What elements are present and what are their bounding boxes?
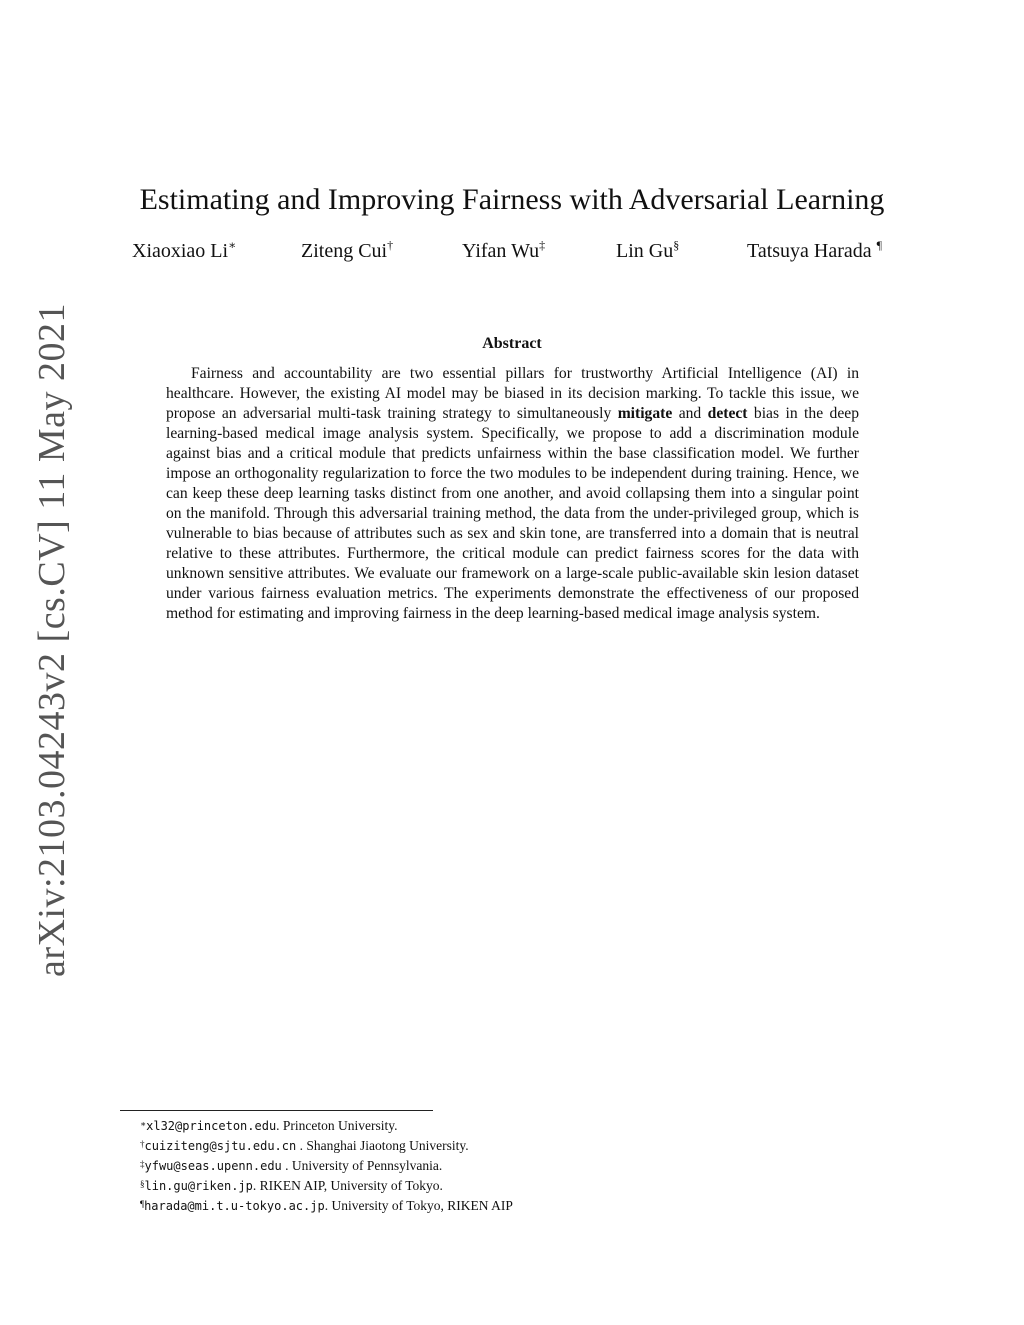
footnote-affiliation: . University of Pennsylvania. — [281, 1158, 443, 1173]
author-email-link[interactable]: harada@mi.t.u-tokyo.ac.jp — [144, 1199, 325, 1213]
footnote-mark: ‡ — [140, 1159, 145, 1169]
author-name: Lin Gu — [616, 240, 674, 262]
author-name: Yifan Wu — [462, 240, 540, 262]
footnote-affiliation: . University of Tokyo, RIKEN AIP — [324, 1198, 513, 1213]
footnote-affiliation: . Shanghai Jiaotong University. — [296, 1138, 469, 1153]
abstract-heading: Abstract — [482, 335, 542, 352]
abstract-part: Fairness and accountability are two essential pillars for trustworthy Artificial Intelligence (AI) in healthcare. However, the existing AI model may be biased in its decision marking. To tackle this issue, we propose an adversarial multi-task training strategy to simultaneously — [166, 365, 859, 422]
footnote-mark: ∗ — [140, 1119, 147, 1129]
footnote-mark: § — [140, 1179, 145, 1189]
author-name: Xiaoxiao Li — [132, 240, 229, 262]
author — [301, 240, 393, 263]
author-footnote-mark: ∗ — [228, 238, 237, 252]
footnote — [140, 1116, 840, 1136]
author-email-link[interactable]: cuiziteng@sjtu.edu.cn — [144, 1139, 297, 1153]
author-list — [130, 240, 910, 270]
footnote-divider — [120, 1110, 433, 1111]
footnote — [140, 1196, 840, 1216]
author — [132, 240, 236, 263]
author — [616, 240, 679, 263]
footnote — [140, 1136, 840, 1156]
author-email-link[interactable]: lin.gu@riken.jp — [144, 1179, 253, 1193]
footnotes — [140, 1116, 840, 1216]
author — [747, 240, 882, 263]
abstract-part: bias in the deep learning-based medical image analysis system. Specifically, we propose to add a discrimination module against bias and a critical module that predicts unfairness within the base classification model. We further impose an orthogonality regularization to force the two modules to be independent during training. Hence, we can keep these deep learning tasks distinct from one another, and avoid collapsing them into a singular point on the manifold. Through this adversarial training method, the data from the under-privileged group, which is vulnerable to bias because of attributes such as sex and skin tone, are transferred into a domain that is neutral relative to these attributes. Furthermore, the critical module can predict fairness scores for the data with unknown sensitive attributes. We evaluate our framework on a large-scale public-available skin lesion dataset under various fairness evaluation metrics. The experiments demonstrate the effectiveness of our proposed method for estimating and improving fairness in the deep learning-based medical image analysis system. — [166, 405, 859, 622]
footnote-affiliation: . RIKEN AIP, University of Tokyo. — [252, 1178, 443, 1193]
author-footnote-mark: † — [387, 238, 394, 252]
author-footnote-mark: ‡ — [539, 238, 546, 252]
abstract-text — [166, 364, 859, 624]
author-email-link[interactable]: xl32@princeton.edu — [146, 1119, 277, 1133]
abstract-emphasis: mitigate — [617, 405, 673, 422]
footnote — [140, 1156, 840, 1176]
footnote-mark: ¶ — [140, 1199, 145, 1209]
footnote — [140, 1176, 840, 1196]
author-name: Ziteng Cui — [301, 240, 388, 262]
abstract-emphasis: detect — [707, 405, 748, 422]
author-footnote-mark: ¶ — [876, 238, 883, 252]
arxiv-identifier: arXiv:2103.04243v2 [cs.CV] 11 May 2021 — [31, 302, 73, 978]
author-footnote-mark: § — [673, 238, 680, 252]
footnote-mark: † — [140, 1139, 145, 1149]
paper-title: Estimating and Improving Fairness with Adversarial Learning — [139, 183, 885, 216]
author-name: Tatsuya Harada — [747, 240, 872, 262]
abstract-part: and — [672, 405, 708, 422]
author-email-link[interactable]: yfwu@seas.upenn.edu — [144, 1159, 282, 1173]
author — [462, 240, 545, 263]
footnote-affiliation: . Princeton University. — [276, 1118, 398, 1133]
